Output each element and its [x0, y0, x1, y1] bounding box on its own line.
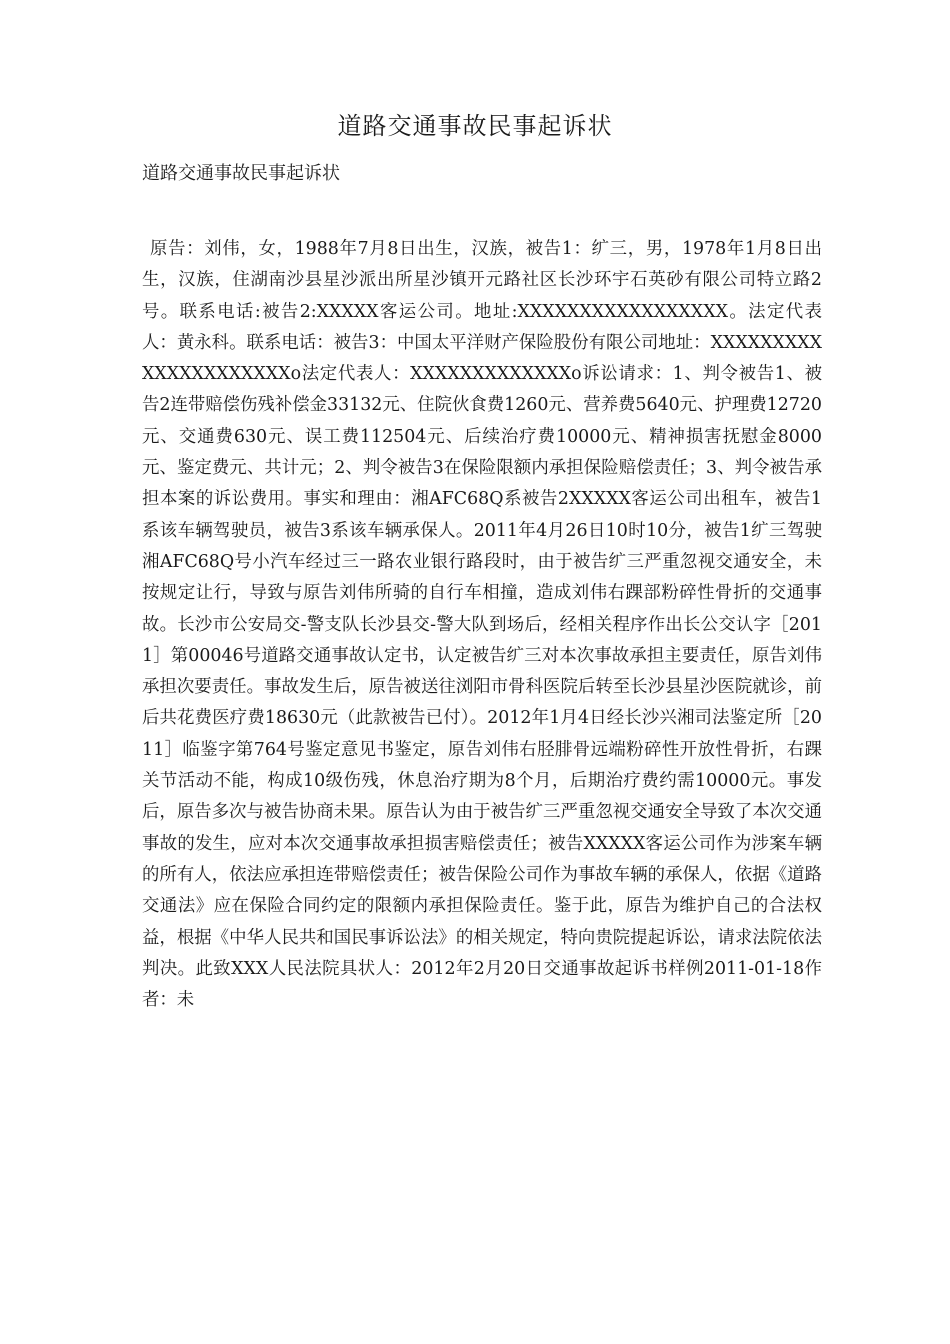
document-subtitle: 道路交通事故民事起诉状 — [142, 163, 340, 184]
document-body: 原告：刘伟，女，1988年7月8日出生，汉族，被告1：纩三，男，1978年1月8日出生，汉族，住湖南沙县星沙派出所星沙镇开元路社区长沙环宇石英砂有限公司特立路2号。联系电话:被告2:XXXXX客运公司。地址:XXXXXXXXXXXXXXXXX。法定代表人：黄永科。联系电话：被告3：中国太平洋财产保险股份有限公司地址：XXXXXXXXXXXXXXXXXXXXXo法定代表人：XXXXXXXXXXXXXo诉讼请求：1、判令被告1、被告2连带赔偿伤残补偿金33132元、住院伙食费1260元、营养费5640元、护理费12720元、交通费630元、误工费112504元、后续治疗费10000元、精神损害抚慰金8000元、鉴定费元、共计元；2、判令被告3在保险限额内承担保险赔偿责任；3、判令被告承担本案的诉讼费用。事实和理由：湘AFC68Q系被告2XXXXX客运公司出租车，被告1系该车辆驾驶员，被告3系该车辆承保人。2011年4月26日10时10分，被告1纩三驾驶湘AFC68Q号小汽车经过三一路农业银行路段时，由于被告纩三严重忽视交通安全，未按规定让行，导致与原告刘伟所骑的自行车相撞，造成刘伟右踝部粉碎性骨折的交通事故。长沙市公安局交-警支队长沙县交-警大队到场后，经相关程序作出长公交认字［2011］第00046号道路交通事故认定书，认定被告纩三对本次事故承担主要责任，原告刘伟承担次要责任。事故发生后，原告被送往浏阳市骨科医院后转至长沙县星沙医院就诊，前后共花费医疗费18630元（此款被告已付）。2012年1月4日经长沙兴湘司法鉴定所［2011］临鉴字第764号鉴定意见书鉴定，原告刘伟右胫腓骨远端粉碎性开放性骨折，右踝关节活动不能，构成10级伤残，休息治疗期为8个月，后期治疗费约需10000元。事发后，原告多次与被告协商未果。原告认为由于被告纩三严重忽视交通安全导致了本次交通事故的发生，应对本次交通事故承担损害赔偿责任；被告XXXXX客运公司作为涉案车辆的所有人，依法应承担连带赔偿责任；被告保险公司作为事故车辆的承保人，依据《道路交通法》应在保险合同约定的限额内承担保险责任。鉴于此，原告为维护自己的合法权益，根据《中华人民共和国民事诉讼法》的相关规定，特向贵院提起诉讼，请求法院依法判决。此致XXX人民法院具状人：2012年2月20日交通事故起诉书样例2011-01-18作者：未 — [142, 239, 822, 1011]
document-title: 道路交通事故民事起诉状 — [337, 112, 613, 140]
